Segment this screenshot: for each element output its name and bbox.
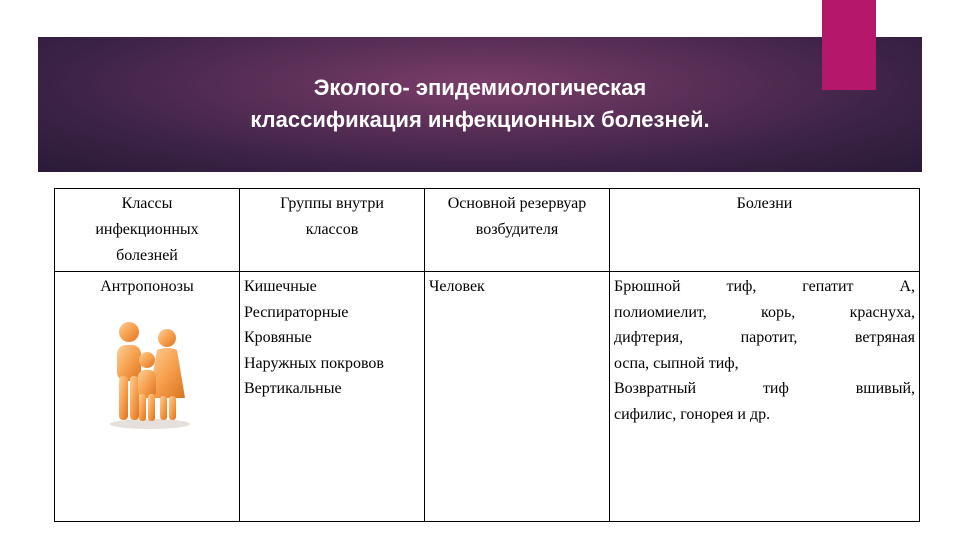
table-header-row [55, 189, 920, 272]
group-item: Кровяные [244, 329, 312, 346]
group-item: Наружных покровов [244, 354, 384, 372]
header-text: болезней [116, 247, 178, 264]
header-text: Болезни [736, 195, 793, 212]
family-icon [105, 320, 195, 430]
table-row [55, 272, 920, 522]
cell-class [55, 272, 240, 522]
class-name: Антропонозы [100, 278, 194, 295]
header-text: возбудителя [475, 221, 559, 238]
disease-line: оспа, сыпной тиф, [614, 354, 739, 372]
header-groups [240, 189, 425, 272]
slide-title [38, 72, 922, 136]
header-reservoir [425, 189, 610, 272]
slide-title-line: классификация инфекционных болезней. [250, 107, 710, 132]
header-text: Классы [121, 195, 173, 212]
group-item: Кишечные [244, 278, 317, 295]
disease-line: Возвратный тиф вшивый, [614, 380, 915, 397]
reservoir-text: Человек [429, 278, 485, 295]
disease-line: полиомиелит, корь, краснуха, [614, 303, 915, 321]
group-item: Респираторные [244, 303, 349, 321]
disease-line: дифтерия, паротит, ветряная [614, 329, 915, 346]
header-classes [55, 189, 240, 272]
classification-table [54, 188, 920, 522]
disease-line: Брюшной тиф, гепатит А, [614, 278, 915, 295]
header-text: классов [305, 221, 359, 238]
disease-line: сифилис, гонорея и др. [614, 405, 771, 423]
header-text: Группы внутри [280, 195, 384, 212]
header-text: инфекционных [95, 221, 199, 238]
cell-reservoir [425, 272, 610, 522]
cell-groups [240, 272, 425, 522]
header-diseases [610, 189, 920, 272]
cell-diseases [610, 272, 920, 522]
header-text: Основной резервуар [447, 195, 587, 212]
group-item: Вертикальные [244, 380, 342, 397]
slide-title-line: Эколого- эпидемиологическая [313, 75, 647, 100]
